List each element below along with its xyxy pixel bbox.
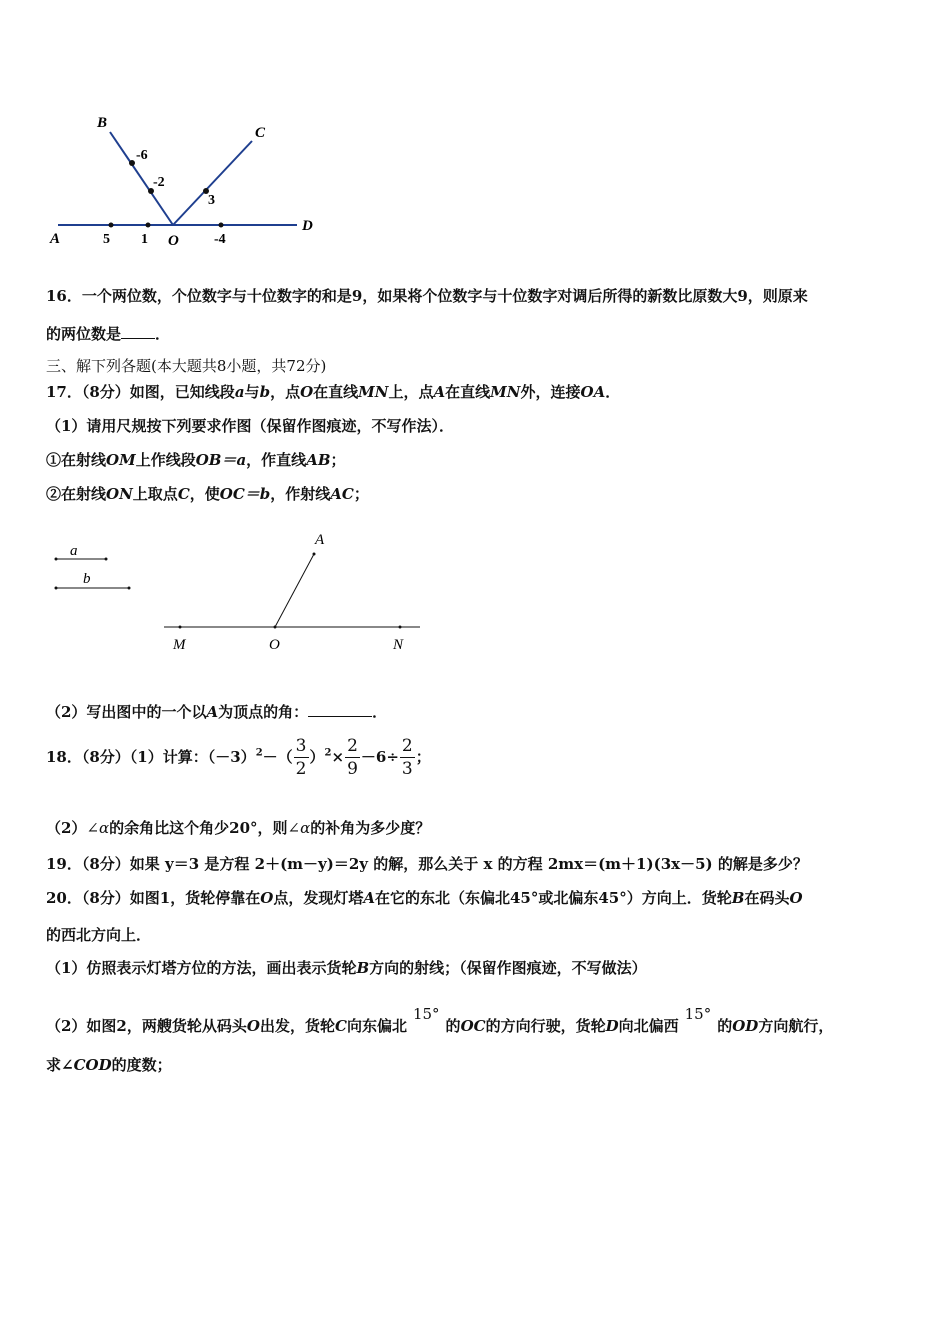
q17-step1 bbox=[46, 450, 346, 470]
q17-figure bbox=[40, 525, 440, 660]
point-1 bbox=[146, 223, 151, 228]
var-A: A bbox=[363, 889, 375, 907]
label-O: O bbox=[168, 233, 179, 249]
text: 的 bbox=[717, 1017, 733, 1035]
degree-15: 15° bbox=[684, 1005, 712, 1023]
numerator: 2 bbox=[401, 736, 413, 756]
denominator: 3 bbox=[401, 759, 413, 779]
text: 的方向行驶，货轮 bbox=[485, 1017, 606, 1035]
text: 的 bbox=[445, 1017, 461, 1035]
var-OD: OD bbox=[732, 1017, 759, 1035]
text: ，点 bbox=[270, 383, 301, 401]
fig-label-a: a bbox=[70, 543, 78, 559]
text: ①在射线 bbox=[46, 451, 107, 469]
times-sign: × bbox=[331, 748, 345, 766]
point-N bbox=[399, 626, 402, 629]
q20-line1 bbox=[46, 888, 803, 908]
q19-text: 19．（8分）如果 y＝3 是方程 2＋(m－y)＝2y 的解，那么关于 x 的方程 2mx＝(m＋1)(3x－5) 的解是多少？ bbox=[46, 855, 808, 873]
var-OB: OB＝a bbox=[195, 451, 247, 469]
var-OC: OC bbox=[460, 1017, 486, 1035]
tick-minus4: -4 bbox=[214, 232, 226, 247]
text: －（ bbox=[262, 748, 293, 766]
label-B: B bbox=[97, 115, 108, 131]
q20-sub1 bbox=[46, 958, 647, 978]
degree-15: 15° bbox=[412, 1005, 440, 1023]
q20-sub2 bbox=[46, 1004, 833, 1036]
text: 外，连接 bbox=[520, 383, 581, 401]
text: 上，点 bbox=[388, 383, 434, 401]
text: 点，发现灯塔 bbox=[273, 889, 364, 907]
var-b: b bbox=[259, 383, 271, 401]
text: 向东偏北 bbox=[346, 1017, 407, 1035]
answer-blank bbox=[308, 702, 372, 717]
text: 的余角比这个角少20°，则 bbox=[109, 819, 288, 837]
var-ON: ON bbox=[106, 485, 133, 503]
q17-stem bbox=[46, 382, 620, 402]
text: 的度数； bbox=[111, 1056, 172, 1074]
numerator: 2 bbox=[347, 736, 358, 756]
point-M bbox=[179, 626, 182, 629]
tick-minus2: -2 bbox=[153, 175, 165, 190]
text: 17．（8分）如图，已知线段 bbox=[46, 383, 235, 401]
fraction-2-9 bbox=[345, 735, 360, 780]
var-C: C bbox=[177, 485, 190, 503]
tick-minus6: -6 bbox=[136, 148, 148, 163]
text: 为顶点的角： bbox=[218, 703, 309, 721]
section-title: 三、解下列各题(本大题共8小题，共72分) bbox=[46, 357, 327, 375]
var-O: O bbox=[300, 383, 314, 401]
text: 在直线 bbox=[313, 383, 359, 401]
fig-label-M: M bbox=[173, 637, 186, 653]
var-COD: COD bbox=[73, 1056, 112, 1074]
exponent: 2 bbox=[255, 747, 263, 759]
angle-alpha: ∠α bbox=[287, 819, 311, 837]
var-AC: AC bbox=[330, 485, 354, 503]
angle-alpha: ∠α bbox=[86, 819, 110, 837]
var-a: a bbox=[234, 383, 245, 401]
q17-sub1: （1）请用尺规按下列要求作图（保留作图痕迹，不写作法）． bbox=[46, 417, 454, 435]
text: （1）仿照表示灯塔方位的方法，画出表示货轮 bbox=[46, 959, 357, 977]
q16-end: ． bbox=[155, 325, 171, 343]
text: 向北偏西 bbox=[618, 1017, 679, 1035]
text: 20．（8分）如图1，货轮停靠在 bbox=[46, 889, 261, 907]
text: ． bbox=[605, 383, 621, 401]
var-O: O bbox=[789, 889, 803, 907]
label-C: C bbox=[255, 125, 266, 141]
answer-blank bbox=[121, 324, 155, 339]
fig-label-O: O bbox=[269, 637, 280, 653]
var-D: D bbox=[605, 1017, 619, 1035]
tick-1: 1 bbox=[141, 232, 148, 247]
var-B: B bbox=[356, 959, 370, 977]
point-O bbox=[274, 626, 277, 629]
q20-last bbox=[46, 1055, 172, 1075]
fraction-2-3 bbox=[400, 735, 415, 780]
tick-5: 5 bbox=[103, 232, 110, 247]
text: 与 bbox=[244, 383, 260, 401]
q18-line1 bbox=[46, 735, 431, 780]
text: 方向的射线；（保留作图痕迹，不写做法） bbox=[369, 959, 647, 977]
tick-3: 3 bbox=[208, 193, 215, 208]
segment-b-end bbox=[128, 587, 131, 590]
var-C: C bbox=[334, 1017, 347, 1035]
text: （2）如图2，两艘货轮从码头 bbox=[46, 1017, 247, 1035]
text: 方向航行， bbox=[758, 1017, 834, 1035]
text: ，作直线 bbox=[246, 451, 307, 469]
var-OM: OM bbox=[106, 451, 136, 469]
point-A bbox=[313, 553, 316, 556]
q18-line2 bbox=[46, 818, 430, 838]
denominator: 9 bbox=[347, 759, 358, 779]
text: ②在射线 bbox=[46, 485, 107, 503]
text: 上取点 bbox=[132, 485, 178, 503]
exponent: 2 bbox=[324, 747, 332, 759]
point-minus6 bbox=[129, 160, 135, 166]
point-5 bbox=[109, 223, 114, 228]
text: ； bbox=[330, 451, 346, 469]
var-AB: AB bbox=[306, 451, 331, 469]
var-A: A bbox=[433, 383, 446, 401]
text: 上作线段 bbox=[135, 451, 196, 469]
q16-line2 bbox=[46, 324, 170, 344]
text: （2） bbox=[46, 819, 87, 837]
var-O: O bbox=[246, 1017, 260, 1035]
fig-label-A: A bbox=[315, 532, 325, 548]
var-MN: MN bbox=[490, 383, 521, 401]
q20-line2: 的西北方向上． bbox=[46, 926, 152, 944]
q16-line1: 16．一个两位数，个位数字与十位数字的和是9，如果将个位数字与十位数字对调后所得的新数比原数大9，则原来 bbox=[46, 287, 808, 305]
denominator: 2 bbox=[295, 759, 307, 779]
fraction-3-2 bbox=[294, 735, 309, 780]
text: ，作射线 bbox=[270, 485, 331, 503]
text: ． bbox=[372, 703, 388, 721]
number-line-figure bbox=[40, 105, 340, 255]
text: （2）写出图中的一个以 bbox=[46, 703, 207, 721]
text: 18．（8分）（1）计算：（－3） bbox=[46, 748, 256, 766]
var-A: A bbox=[206, 703, 219, 721]
label-A: A bbox=[50, 231, 61, 247]
var-MN: MN bbox=[358, 383, 389, 401]
segment-OA bbox=[275, 554, 314, 627]
q17-sub2 bbox=[46, 702, 387, 722]
fig-label-N: N bbox=[393, 637, 404, 653]
text: 在直线 bbox=[445, 383, 491, 401]
text: 在码头 bbox=[744, 889, 790, 907]
segment-a-end bbox=[105, 558, 108, 561]
var-OC: OC＝b bbox=[219, 485, 271, 503]
text: 的补角为多少度？ bbox=[310, 819, 431, 837]
text: ） bbox=[309, 748, 325, 766]
point-minus4 bbox=[219, 223, 224, 228]
text: 求∠ bbox=[46, 1056, 74, 1074]
segment-a-end bbox=[55, 558, 58, 561]
var-B: B bbox=[731, 889, 745, 907]
text: ，使 bbox=[189, 485, 220, 503]
var-OA: OA bbox=[580, 383, 606, 401]
q17-step2 bbox=[46, 484, 369, 504]
numerator: 3 bbox=[295, 736, 307, 756]
fig-label-b: b bbox=[83, 571, 91, 587]
ray-OC bbox=[173, 141, 252, 225]
text: 出发，货轮 bbox=[259, 1017, 335, 1035]
label-D: D bbox=[302, 218, 313, 234]
text: －6÷ bbox=[360, 748, 399, 766]
text: ； bbox=[415, 748, 431, 766]
var-O: O bbox=[260, 889, 274, 907]
text: ； bbox=[353, 485, 369, 503]
text: 在它的东北（东偏北45°或北偏东45°）方向上．货轮 bbox=[374, 889, 732, 907]
q16-text: 的两位数是 bbox=[46, 325, 122, 343]
segment-b-end bbox=[55, 587, 58, 590]
